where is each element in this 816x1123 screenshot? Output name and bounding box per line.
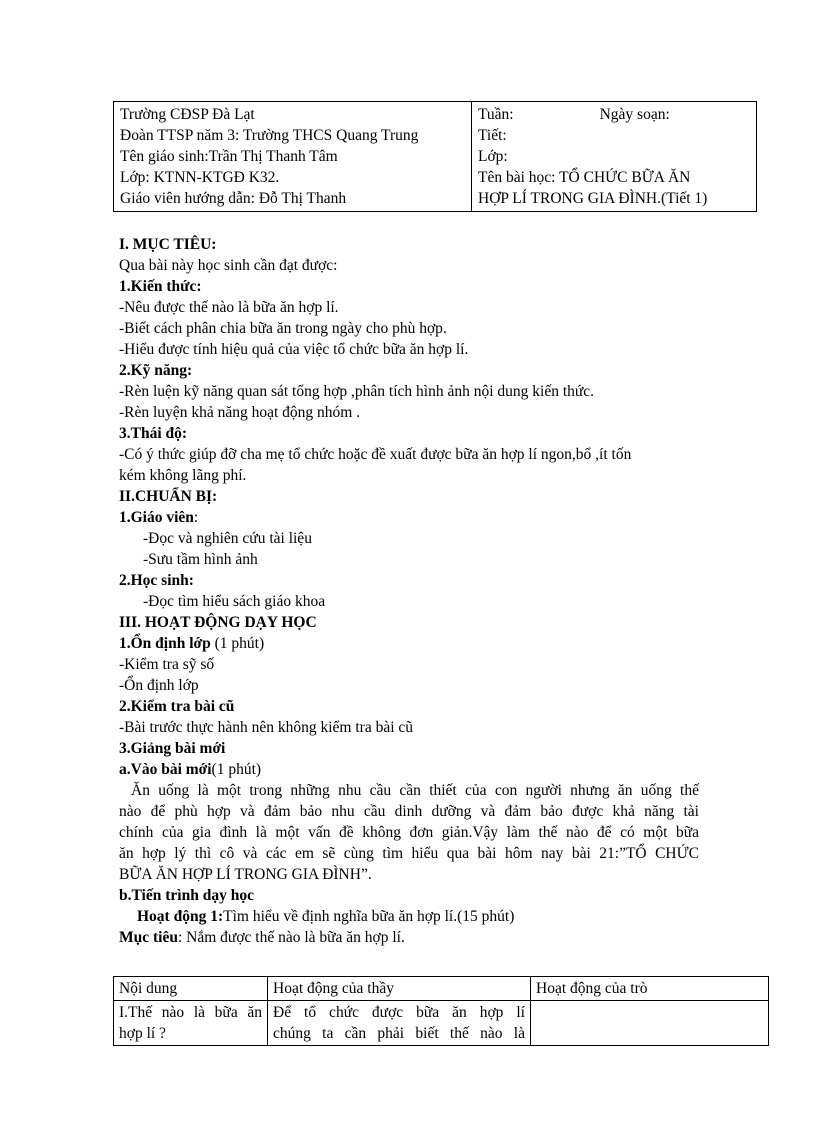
teacher-prep-item: -Đọc và nghiên cứu tài liệu [143,530,312,547]
activity-table [113,976,769,1046]
stabilize-item: -Kiểm tra sỹ số [119,656,215,673]
intro-paragraph-line: ăn hợp lý thì cô và các em sẽ cùng tìm hiểu qua bài hôm nay bài 21:”TỔ CHỨC [119,845,699,862]
student-teacher-name: Tên giáo sinh:Trần Thị Thanh Tâm [120,148,338,165]
teacher-prep-title: 1.Giáo viên [119,509,194,526]
teacher-prep-colon: : [193,509,199,526]
attitude-title: 3.Thái độ: [119,425,188,442]
activity1-title: Hoạt động 1: [137,908,224,925]
table-header-row [114,977,769,1001]
supervisor-name: Giáo viên hướng dẫn: Đỗ Thị Thanh [120,190,347,207]
header-table [113,101,757,212]
activity1-text: Tìm hiểu về định nghĩa bữa ăn hợp lí.(15 phút) [223,908,515,925]
content-line: hợp lí ? [119,1025,166,1042]
knowledge-item: -Hiểu được tính hiệu quả của việc tổ chức bữa ăn hợp lí. [119,341,469,358]
teacher-prep-item: -Sưu tầm hình ảnh [143,551,258,568]
class-label: Lớp: [478,148,508,165]
header-student-activity: Hoạt động của trò [531,977,769,1001]
stabilize-time: (1 phút) [210,635,265,652]
intro-paragraph-line: nào để phù hợp và đảm bảo nhu cầu dinh dưỡng và đảm bảo được khả năng tài [119,803,699,820]
skills-item: -Rèn luện kỹ năng quan sát tổng hợp ,phân tích hình ảnh nội dung kiến thức. [119,383,595,400]
teacher-prep-heading [119,507,699,528]
attitude-line: kém không lãng phí. [119,467,247,484]
week-date-line [478,104,750,125]
school-name: Trường CĐSP Đà Lạt [120,106,255,123]
lesson-title-line1: Tên bài học: TỔ CHỨC BỮA ĂN [478,169,691,186]
goal-title: Mục tiêu [119,929,178,946]
practicum-team: Đoàn TTSP năm 3: Trường THCS Quang Trung [120,127,419,144]
stabilize-heading [119,633,699,654]
teacher-activity-cell [268,1001,531,1046]
table-row [114,1001,769,1046]
objectives-intro: Qua bài này học sinh cần đạt được: [119,257,338,274]
knowledge-item: -Biết cách phân chia bữa ăn trong ngày cho phù hợp. [119,320,447,337]
teaching-process-title: b.Tiến trình dạy học [119,887,254,904]
content-line: I.Thế nào là bữa ăn [119,1004,262,1021]
stabilize-title: 1.Ổn định lớp [119,635,211,652]
skills-item: -Rèn luyện khả năng hoạt động nhóm . [119,404,361,421]
school-info-cell [114,102,472,212]
intro-time: (1 phút) [211,761,262,778]
intro-paragraph-line: BỮA ĂN HỢP LÍ TRONG GIA ĐÌNH”. [119,866,372,883]
week-label: Tuần: [478,106,514,123]
section-preparation-title: II.CHUẨN BỊ: [119,488,218,505]
student-prep-title: 2.Học sinh: [119,572,194,589]
period-label: Tiết: [478,127,507,144]
activity1-heading [119,906,699,927]
skills-title: 2.Kỹ năng: [119,362,193,379]
lesson-info-cell [472,102,757,212]
content-cell [114,1001,268,1046]
header-teacher-activity: Hoạt động của thầy [268,977,531,1001]
stabilize-item: -Ổn định lớp [119,677,199,694]
student-prep-item: -Đọc tìm hiểu sách giáo khoa [143,593,326,610]
intro-paragraph-line: Ăn uống là một trong những nhu cầu cần thiết của con người nhưng ăn uống thế [131,782,699,799]
check-old-lesson-item: -Bài trước thực hành nên không kiểm tra bài cũ [119,719,414,736]
knowledge-title: 1.Kiến thức: [119,278,202,295]
teacher-activity-line: Để tổ chức được bữa ăn hợp lí [273,1004,525,1021]
header-content: Nội dung [114,977,268,1001]
intro-title: a.Vào bài mới [119,761,212,778]
section-objectives-title: I. MỤC TIÊU: [119,236,217,253]
lesson-body [119,234,699,948]
section-activities-title: III. HOẠT ĐỘNG DẠY HỌC [119,614,317,631]
intro-paragraph-line: chính của gia đình là một vấn đề không đơn giản.Vậy làm thế nào để có một bữa [119,824,699,841]
teacher-activity-line: chúng ta cần phải biết thế nào là [273,1025,525,1042]
new-lesson-title: 3.Giảng bài mới [119,740,226,757]
goal-line [119,927,699,948]
intro-heading [119,759,699,780]
lesson-title-line2: HỢP LÍ TRONG GIA ĐÌNH.(Tiết 1) [478,190,708,207]
class-code: Lớp: KTNN-KTGĐ K32. [120,169,280,186]
attitude-line: -Có ý thức giúp đỡ cha mẹ tổ chức hoặc đề xuất được bữa ăn hợp lí ngon,bổ ,ít tốn [119,446,632,463]
goal-text: : Nắm được thế nào là bữa ăn hợp lí. [177,929,405,946]
date-label: Ngày soạn: [599,106,670,123]
check-old-lesson-title: 2.Kiểm tra bài cũ [119,698,235,715]
student-activity-cell [531,1001,769,1046]
knowledge-item: -Nêu được thế nào là bữa ăn hợp lí. [119,299,339,316]
